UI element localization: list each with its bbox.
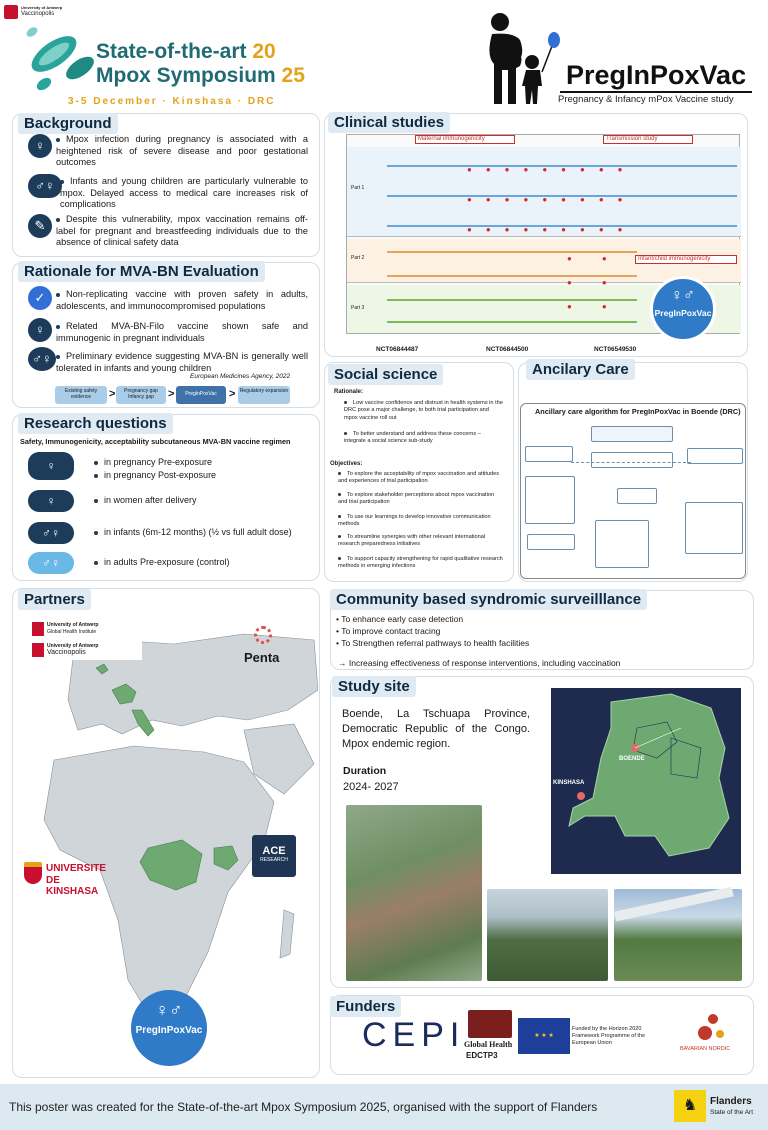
maternal-label: Maternal immunogenicity	[415, 135, 515, 144]
title-line2: Mpox Symposium	[96, 64, 276, 87]
title-num1: 20	[252, 40, 276, 63]
world-map	[14, 610, 318, 1030]
flow-box-4-label: Regulatory expansion	[239, 388, 289, 394]
unikin-text-2: DE KINSHASA	[46, 875, 99, 897]
social-obj-2-text: To explore stakeholder perceptions about mpox vaccination and trial participation	[338, 492, 495, 506]
algo-box-center-2	[617, 488, 657, 504]
aerial-photo-town	[346, 805, 482, 981]
footer-text: This poster was created for the State-of-the-art Mpox Symposium 2025, organised with the support of Flanders	[9, 1100, 598, 1114]
flow-box-3	[176, 386, 226, 404]
badge-family-icon: ♀♂	[671, 287, 695, 304]
background-item-3-text: Despite this vulnerability, mpox vaccination remains off-label for pregnant and breastfeeding individuals due to the absence of clinical safety data	[56, 214, 308, 247]
penta-icon	[254, 626, 272, 644]
flow-box-3-label: PregInPoxVac	[185, 391, 217, 397]
part1-label: Part 1	[351, 185, 365, 191]
adults-icon: ♂♀	[28, 552, 74, 574]
penta-text: Penta	[244, 650, 280, 665]
social-objectives-label: Objectives:	[330, 461, 363, 467]
uni-logo	[4, 4, 64, 22]
rationale-item-1	[56, 289, 308, 312]
rationale-item-1-text: Non-replicating vaccine with proven safety in adults, adolescents, and immunocompromised populations	[56, 289, 308, 311]
rq-item-5	[28, 552, 318, 574]
background-item-2	[60, 176, 308, 211]
partners-heading: Partners	[18, 589, 91, 610]
flanders-text: Flanders	[710, 1096, 752, 1107]
ace-logo	[252, 835, 296, 877]
rq-item-1-text	[94, 457, 212, 467]
algo-box-right-1	[687, 448, 743, 464]
funders-heading: Funders	[330, 996, 401, 1017]
transmission-label: Transmission study	[603, 135, 693, 144]
algo-connector	[571, 462, 691, 463]
family-icon: ♂♀	[28, 174, 62, 198]
bavarian-logo	[680, 1014, 742, 1064]
infant-icon: ♂♀	[28, 522, 74, 544]
rq-item-5-label: in adults Pre-exposure (control)	[104, 557, 230, 567]
flow-box-1	[55, 386, 107, 404]
algo-box-center-3	[595, 520, 649, 568]
partners-badge	[131, 990, 207, 1066]
clinical-heading: Clinical studies	[328, 112, 450, 133]
flow-box-2-label: Pregnancy gap Infancy gap	[124, 388, 158, 400]
flanders-lion-icon: ♞	[674, 1090, 706, 1122]
nct-2: NCT06844500	[486, 346, 529, 353]
algo-box-left-3	[527, 534, 575, 550]
symposium-dates: 3-5 December · Kinshasa · DRC	[68, 96, 276, 107]
surveillance-outcome-text: Increasing effectiveness of response interventions, including vaccination	[348, 658, 621, 668]
plane-wing	[614, 887, 733, 922]
surveillance-item-2: • To improve contact tracing	[336, 626, 441, 636]
rq-item-4-text	[94, 527, 292, 537]
unikin-crest-icon	[24, 862, 42, 884]
algo-box-left-2	[525, 476, 575, 524]
surveillance-heading: Community based syndromic surveilllance	[330, 589, 647, 610]
flow-sep-3: >	[229, 388, 236, 400]
uni-logo-text: University of Antwerp	[21, 5, 63, 10]
part2-label: Part 2	[351, 255, 365, 261]
project-tagline: Pregnancy & Infancy mPox Vaccine study	[558, 94, 734, 105]
flow-box-1-label: Existing safety evidence	[64, 388, 98, 400]
surveillance-item-1-text: To enhance early case detection	[341, 614, 464, 624]
algo-box-center-1	[591, 452, 673, 468]
bavarian-dot-1	[708, 1014, 718, 1024]
background-item-1	[56, 134, 308, 169]
rationale-source: European Medicines Agency, 2022	[190, 373, 291, 380]
surveillance-outcome	[338, 658, 620, 668]
background-heading: Background	[18, 113, 118, 134]
drc-map	[551, 688, 741, 874]
syringe-icon: ✎	[28, 214, 52, 238]
title-num2: 25	[281, 64, 305, 87]
pregnant-woman-icon: ♀	[28, 134, 52, 158]
rationale-heading: Rationale for MVA-BN Evaluation	[18, 261, 265, 282]
social-heading: Social science	[328, 364, 443, 385]
surveillance-item-1: • To enhance early case detection	[336, 614, 464, 624]
gh-mark-icon	[468, 1010, 512, 1038]
research-heading: Research questions	[18, 413, 173, 434]
bavarian-dot-2	[698, 1026, 712, 1040]
rq-item-2-label: in pregnancy Post-exposure	[104, 470, 217, 480]
rq-item-1-label: in pregnancy Pre-exposure	[104, 457, 213, 467]
social-obj-3	[338, 514, 504, 529]
rq-item-4	[28, 522, 318, 544]
algo-box-right-2	[685, 502, 743, 554]
social-obj-3-text: To use our learnings to develop innovative communication methods	[338, 514, 491, 528]
social-rationale-2-text: To better understand and address these concerns – integrate a social science sub-study	[344, 431, 481, 445]
flow-sep-1: >	[109, 388, 116, 400]
infant-label: Infant/child immunogenicity	[635, 255, 737, 264]
ace-text-2: RESEARCH	[260, 857, 288, 863]
rq-item-5-text	[94, 557, 230, 567]
bavarian-text: BAVARIAN NORDIC	[680, 1046, 731, 1052]
part3-label: Part 3	[351, 305, 365, 311]
ancillary-algo-title: Ancillary care algorithm for PregInPoxVac in Boende (DRC)	[535, 407, 741, 416]
arrow-right-icon: →	[338, 658, 347, 668]
gh-text-2: EDCTP3	[466, 1051, 498, 1060]
ace-text-1: ACE	[262, 845, 286, 857]
social-obj-1-text: To explore the acceptability of mpox vaccination and attitudes and experiences of trial participation	[338, 471, 500, 485]
ancillary-heading: Ancilary Care	[526, 359, 635, 380]
uantwerp-icon	[32, 643, 44, 657]
social-obj-5-text: To support capacity strengthening for rapid qualitative research methods in emerging infections	[338, 556, 503, 570]
rationale-item-2-text: Related MVA-BN-Filo vaccine shown safe and immunogenic in pregnant individuals	[56, 321, 308, 343]
flow-box-2	[116, 386, 166, 404]
unikin-logo	[24, 860, 114, 897]
boende-label: BOENDE	[619, 756, 645, 762]
uantwerp-vacc-logo	[32, 642, 142, 660]
child-drop-icons: ●● ●● ●●	[567, 254, 637, 311]
penta-logo	[244, 626, 294, 666]
social-rationale-2	[344, 431, 504, 446]
eu-flag: ★ ★ ★	[518, 1018, 570, 1054]
cepi-logo: CEPI	[362, 1016, 466, 1054]
gh-text-1: Global Health	[464, 1040, 513, 1049]
flanders-sub: State of the Art	[710, 1109, 753, 1116]
social-obj-2	[338, 492, 504, 507]
blood-drop-icons: ●●●●●●●●● ●●●●●●●●● ●●●●●●●●●	[467, 165, 637, 234]
rq-item-4-label: in infants (6m-12 months) (½ vs full adult dose)	[104, 527, 292, 537]
rq-item-3-text	[94, 495, 197, 505]
partners-badge-text: PregInPoxVac	[135, 1025, 203, 1036]
pregnant-woman-icon: ♀	[28, 318, 52, 342]
clinical-badge	[650, 276, 716, 342]
social-obj-1	[338, 471, 504, 486]
background-item-1-text: Mpox infection during pregnancy is associated with a heightened risk of severe disease and poor gestational outcomes	[56, 134, 308, 167]
gh-edctp-logo	[464, 1010, 516, 1062]
aerial-photo-plane	[614, 889, 742, 981]
surveillance-item-3: • To Strengthen referral pathways to health facilities	[336, 638, 530, 648]
algo-box-top	[591, 426, 673, 442]
nct-3: NCT06549530	[594, 346, 637, 353]
social-obj-4	[338, 534, 504, 549]
rationale-item-2	[56, 321, 308, 344]
social-obj-5	[338, 556, 504, 571]
clinical-badge-text: PregInPoxVac	[654, 308, 712, 318]
symposium-title	[96, 40, 305, 88]
project-name: PregInPoxVac	[560, 60, 752, 93]
nct-1: NCT06844487	[376, 346, 419, 353]
flow-box-4	[238, 386, 290, 404]
uantwerp-icon	[32, 622, 44, 636]
rq-item-1	[28, 452, 318, 480]
site-heading: Study site	[332, 676, 416, 697]
social-rationale-1-text: Low vaccine confidence and distrust in health systems in the DRC pose a major challenge, to both trial participation and mpox vaccine roll out	[344, 400, 503, 421]
site-description: Boende, La Tschuapa Province, Democratic Republic of the Congo. Mpox endemic region.	[342, 708, 530, 750]
uantwerp-text-1: University of Antwerp	[47, 622, 99, 628]
duration-label: Duration	[343, 765, 387, 777]
rq-item-3-label: in women after delivery	[104, 495, 197, 505]
social-rationale-1	[344, 400, 504, 422]
ancillary-diagram	[520, 403, 746, 579]
algo-box-left-1	[525, 446, 573, 462]
unikin-text-1: UNIVERSITE	[46, 863, 107, 874]
badge-family-icon: ♀♂	[155, 1000, 183, 1020]
eu-funding-text: Funded by the Horizon 2020 Framework Programme of the European Union	[572, 1026, 646, 1046]
social-obj-4-text: To streamline synergies with other relevant international research preparedness initiatives	[338, 534, 486, 548]
bavarian-dot-3	[716, 1030, 724, 1038]
title-line1: State-of-the-art	[96, 40, 247, 63]
research-subtitle: Safety, Immunogenicity, acceptability subcutaneous MVA-BN vaccine regimen	[20, 437, 291, 446]
surveillance-item-2-text: To improve contact tracing	[341, 626, 441, 636]
uni-logo-sub: Vaccinopolis	[21, 11, 55, 17]
mother-baby-icon: ♀	[28, 490, 74, 512]
uni-logo-icon	[4, 5, 18, 19]
rq-item-2-text	[94, 470, 216, 480]
aerial-photo-river	[487, 889, 608, 981]
background-item-3	[56, 214, 308, 249]
uantwerp-ghi-logo	[32, 620, 142, 642]
social-rationale-label: Rationale:	[334, 389, 364, 395]
surveillance-item-3-text: To Strengthen referral pathways to health facilities	[341, 638, 530, 648]
virus-graphic	[22, 24, 98, 94]
background-item-2-text: Infants and young children are particularly vulnerable to mpox. Delayed access to medical care increases risk of complications	[60, 176, 308, 209]
flow-sep-2: >	[168, 388, 175, 400]
flanders-logo	[674, 1090, 762, 1124]
shield-icon: ✓	[28, 286, 52, 310]
kinshasa-label: KINSHASA	[553, 780, 585, 786]
duration-value: 2024- 2027	[343, 781, 399, 793]
vacc-text-1: University of Antwerp	[47, 643, 99, 649]
rq-item-3	[28, 490, 318, 512]
rationale-item-3	[56, 351, 308, 374]
rationale-item-3-text: Preliminary evidence suggesting MVA-BN is generally well tolerated in infants and young children	[56, 351, 308, 373]
vacc-text-2: Vaccinopolis	[47, 649, 86, 656]
family-icon: ♂♀	[28, 347, 56, 371]
pregnant-woman-icon: ♀	[28, 452, 74, 480]
uantwerp-text-2: Global Health Institute	[47, 629, 97, 635]
